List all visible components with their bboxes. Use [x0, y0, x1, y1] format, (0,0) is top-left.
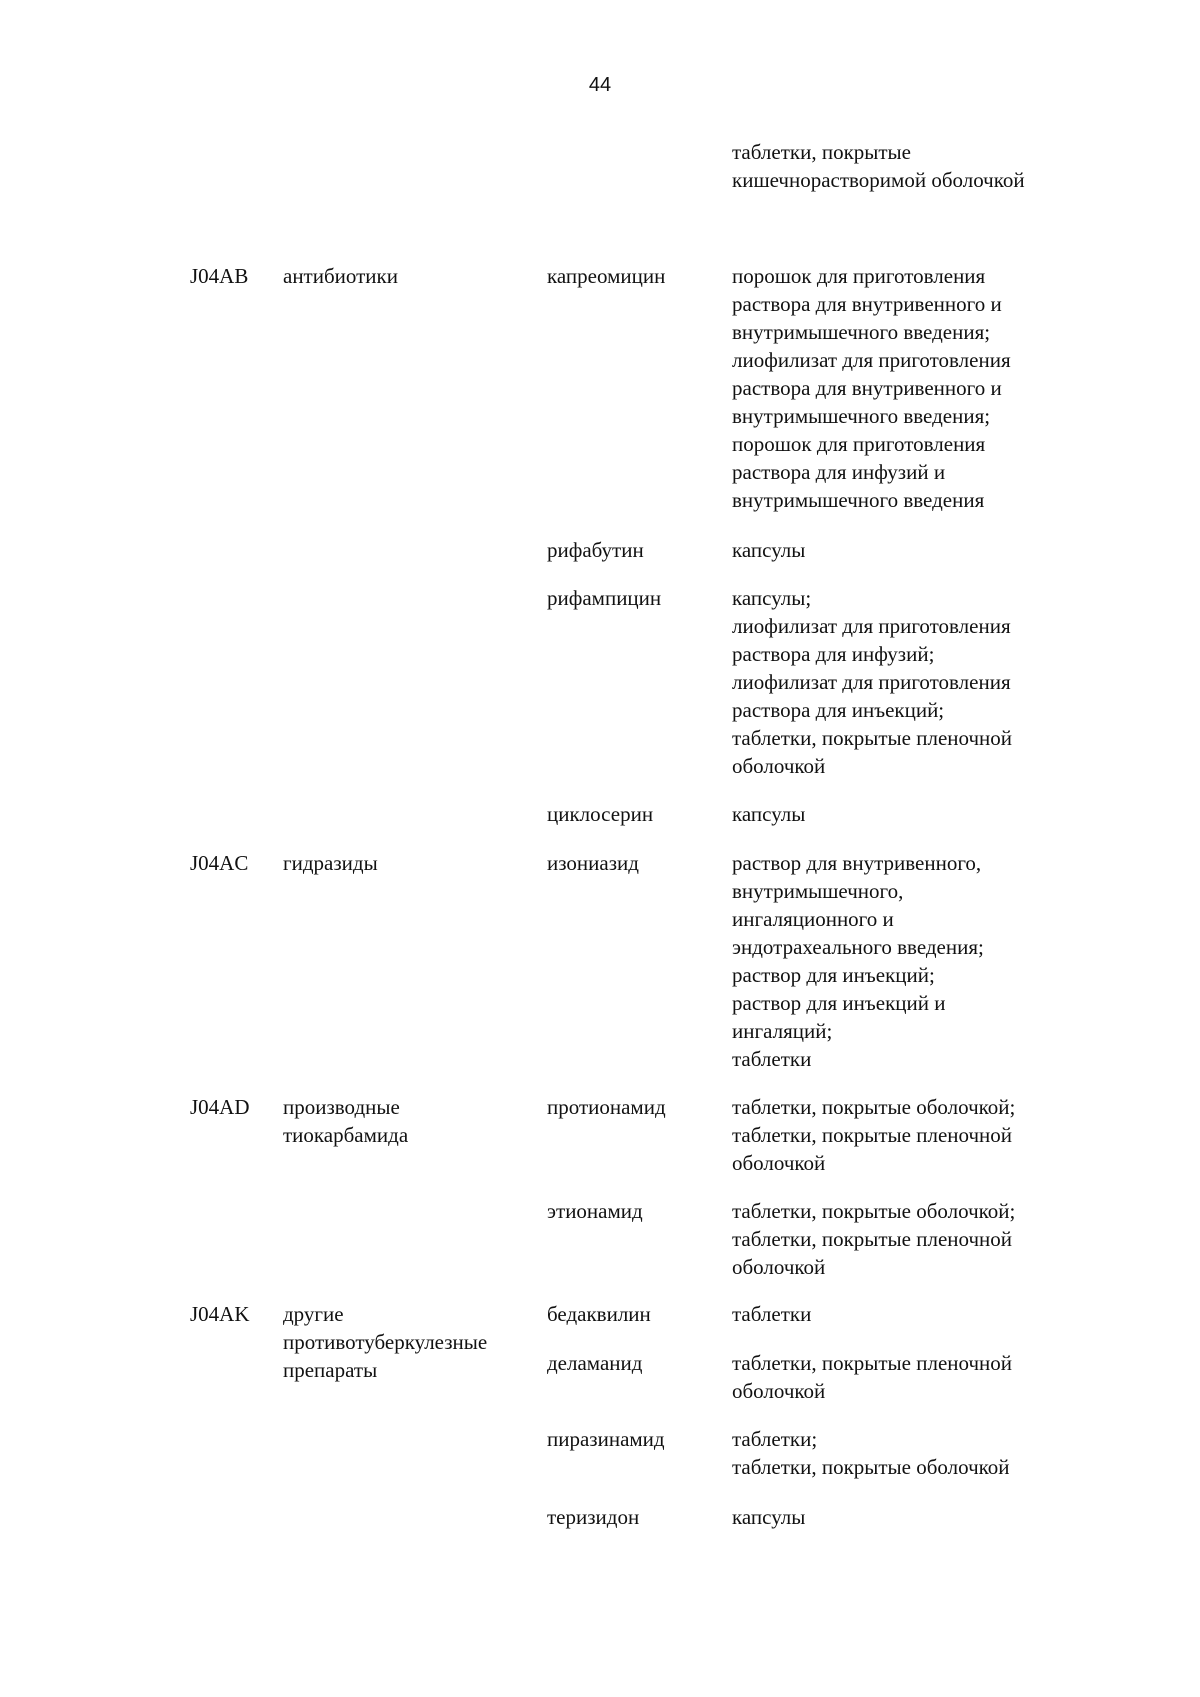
dosage-form-cell: таблетки: [732, 1302, 812, 1326]
dosage-form-cell: капсулы: [732, 1505, 806, 1529]
drug-group-cell: антибиотики: [283, 264, 398, 288]
drug-name-cell: рифабутин: [547, 538, 644, 562]
drug-name-cell: протионамид: [547, 1095, 666, 1119]
drug-name-cell: циклосерин: [547, 802, 654, 826]
drug-name-cell: этионамид: [547, 1199, 643, 1223]
dosage-form-cell: таблетки, покрытые пленочной оболочкой: [732, 1351, 1013, 1403]
dosage-form-cell: порошок для приготовления раствора для внутривенного и внутримышечного введения; лиофилизат для приготовления раствора для внутривенного и внутримышечного введения; порошок для приготовления раствора для инфузий и внутримышечного введения: [732, 264, 1011, 512]
drug-name-cell: пиразинамид: [547, 1427, 665, 1451]
dosage-form-cell: таблетки, покрытые оболочкой; таблетки, покрытые пленочной оболочкой: [732, 1199, 1016, 1279]
dosage-form-cell: капсулы: [732, 538, 806, 562]
dosage-form-cell: капсулы: [732, 802, 806, 826]
atc-code-cell: J04AC: [190, 851, 249, 875]
drug-group-cell: другие противотуберкулезные препараты: [283, 1302, 488, 1382]
dosage-form-cell: таблетки, покрытые кишечнорастворимой оболочкой: [732, 140, 1025, 192]
dosage-form-cell: капсулы; лиофилизат для приготовления раствора для инфузий; лиофилизат для приготовления раствора для инъекций; таблетки, покрытые пленочной оболочкой: [732, 586, 1013, 778]
drug-group-cell: производные тиокарбамида: [283, 1095, 409, 1147]
drug-name-cell: капреомицин: [547, 264, 666, 288]
drug-group-cell: гидразиды: [283, 851, 378, 875]
atc-code-cell: J04AB: [190, 264, 249, 288]
drug-name-cell: рифампицин: [547, 586, 662, 610]
page-number: 44: [588, 74, 612, 96]
atc-code-cell: J04AD: [190, 1095, 250, 1119]
drug-name-cell: деламанид: [547, 1351, 643, 1375]
atc-code-cell: J04AK: [190, 1302, 250, 1326]
drug-name-cell: теризидон: [547, 1505, 640, 1529]
dosage-form-cell: таблетки, покрытые оболочкой; таблетки, покрытые пленочной оболочкой: [732, 1095, 1016, 1175]
drug-name-cell: изониазид: [547, 851, 639, 875]
drug-name-cell: бедаквилин: [547, 1302, 651, 1326]
dosage-form-cell: раствор для внутривенного, внутримышечного, ингаляционного и эндотрахеального введения; раствор для инъекций; раствор для инъекций и ингаляций; таблетки: [732, 851, 984, 1071]
dosage-form-cell: таблетки; таблетки, покрытые оболочкой: [732, 1427, 1010, 1479]
